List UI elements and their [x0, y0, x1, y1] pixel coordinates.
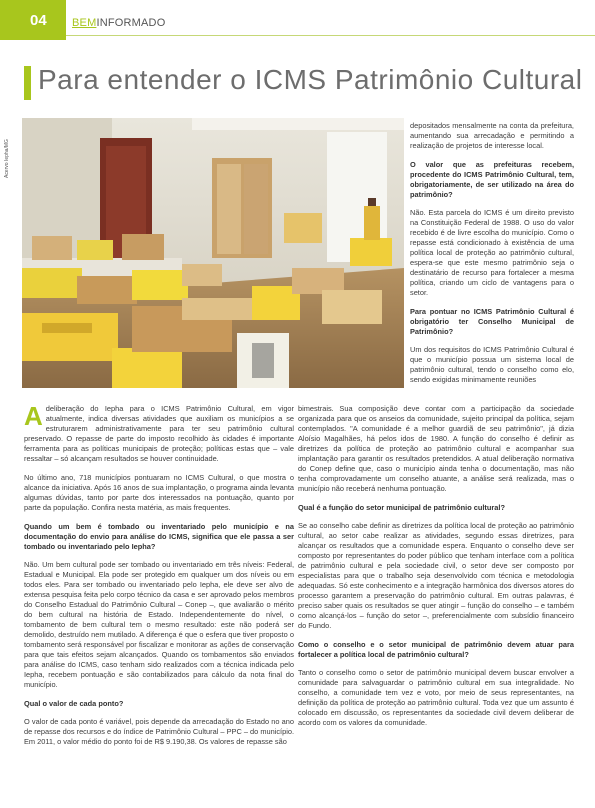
header-rule — [66, 35, 595, 36]
article-title: Para entender o ICMS Patrimônio Cultural — [38, 64, 583, 95]
article-column-wide — [298, 404, 574, 737]
article-paragraph: Não. Esta parcela do ICMS é um direito previsto na Constituição Federal de 1988. O uso do valor recebido é de livre escolha do município. Como o repasse está condicionado à existência de uma política local de proteção ao patrimônio cultural, espera-se que este mesmo patrimônio seja o destinatário de recurso para fortalecer a mesma política, criando um ciclo de vantagens para o setor. — [410, 208, 574, 297]
article-photo — [22, 118, 404, 388]
title-accent-bar — [24, 66, 31, 100]
drop-cap: A — [24, 401, 43, 431]
photo-credit-text: Acervo Iepha/MG — [4, 139, 10, 178]
article-lead-paragraph — [24, 401, 294, 464]
section-name-suffix: INFORMADO — [96, 17, 166, 29]
article-column-left — [24, 401, 294, 756]
article-question: Qual é a função do setor municipal de patrimônio cultural? — [298, 503, 505, 512]
article-paragraph: Um dos requisitos do ICMS Patrimônio Cultural é que o município possua um sistema local de patrimônio cultural, tendo o conselho como elo, sendo exigidas minimamente reuniões — [410, 345, 574, 384]
article-paragraph: bimestrais. Sua composição deve contar com a participação da sociedade organizada para que os anseios da comunidade, sujeito principal da política, sejam contemplados. "A comunidade é a melhor guardiã de seu patrimônio", já dizia Aloísio Magalhães, há pelos idos de 1980. A função do conselho é definir as diretrizes da política de proteção ao patrimônio cultural e acompanhar sua implantação para garantir os resultados pretendidos. A atual deliberação normativa do Conep define que, caso o município ainda tenha o documentação, mas não tenha comprovadamente um conselho atuante, a análise será realizada, mas o município não receberá nenhuma pontuação. — [298, 404, 574, 493]
page-number: 04 — [0, 0, 66, 40]
article-question: O valor que as prefeituras recebem, procedente do ICMS Patrimônio Cultural, tem, obrigatoriamente, de ser utilizado na área do patrimônio? — [410, 160, 574, 199]
photo-credit — [4, 118, 18, 178]
article-question: Para pontuar no ICMS Patrimônio Cultural é obrigatório ter Conselho Municipal de Patrimônio? — [410, 307, 574, 336]
section-name — [72, 17, 165, 29]
article-column-right-top — [410, 121, 574, 394]
article-paragraph: depositados mensalmente na conta da prefeitura, aumentando sua arrecadação e permitindo a realização de projetos de interesse local. — [410, 121, 574, 150]
article-paragraph: O valor de cada ponto é variável, pois depende da arrecadação do Estado no ano de repasse dos recursos e do índice de Patrimônio Cultural – PPC – do município. Em 2011, o valor médio do ponto foi de R$ 9.190,38. Os valores de repasse são — [24, 717, 294, 746]
article-question: Qual o valor de cada ponto? — [24, 699, 124, 708]
article-question: Quando um bem é tombado ou inventariado pelo município e na documentação do envio para análise do ICMS, significa que ele passa a ser tombado ou inventariado pelo Iepha? — [24, 522, 294, 551]
page-header — [0, 0, 595, 40]
article-paragraph: Tanto o conselho como o setor de patrimônio municipal devem buscar envolver a comunidade para salvaguardar o patrimônio cultural em sua integralidade. No conselho, a comunidade tem vez e voto, por meio de seus representantes, na definição da política de proteção ao patrimônio cultural. Toda vez que um assunto é colocado em discussão, os representantes da sociedade civil devem deliberar de acordo com os valores da comunidade. — [298, 668, 574, 727]
section-name-prefix: BEM — [72, 17, 97, 29]
lead-text: deliberação do Iepha para o ICMS Patrimônio Cultural, em vigor atualmente, indica diversas atividades que auxiliam os municípios a se estruturarem administrativamente para ter seu patrimônio cultural preservado. O repasse de parte do imposto recolhido às cidades é importante ferramenta para as políticas municipais de proteção; políticas estas que – vale ressaltar – só alcançam resultados se houver continuidade. — [24, 404, 294, 463]
article-paragraph: Não. Um bem cultural pode ser tombado ou inventariado em três níveis: Federal, Estadual e Municipal. Ela pode ser protegido em qualquer um dos níveis ou em todos eles. Para ser tombado ou inventariado pelo Iepha, ele deve ser alvo de extensa pesquisa feita pelo corpo técnico da casa e ser aprovado pelos membros do Conselho Estadual do Patrimônio Cultural – Conep –, que avaliarão o mérito do bem cultural na história de Estado. Independentemente do nível, o tombamento de bem cultural tem o mesmo resultado: este não poderá ser demolido, destruído nem mutilado. A diferença é que o esfera que tiver proposto o tombamento será responsável por fiscalizar e monitorar as ações de conservação para que tais efeitos sejam alcançados. Quando os tombamentos são enviados para análise do ICMS, caso tenham sido realizados com a técnica indicada pelo Iepha, recebem pontuação e são contabilizados para cálculo da nota final do município. — [24, 560, 294, 689]
article-paragraph: No último ano, 718 municípios pontuaram no ICMS Cultural, o que mostra o alcance da iniciativa. Após 16 anos de sua implantação, o programa ainda levanta algumas dúvidas, tanto por parte dos interessados na pontuação, quanto por parte da população. Confira nesta matéria, as mais frequentes. — [24, 473, 294, 512]
article-paragraph: Se ao conselho cabe definir as diretrizes da política local de proteção ao patrimônio cultural, ao setor cabe realizar as atividades, segundo essas diretrizes, para alcançar os resultados que a comunidade espera. Enquanto o conselho deve ser composto por representantes do poder público que tenham interface com a política de patrimônio cultural e pela sociedade civil, o setor deve ser composto por especialistas para que o trabalho seja desenvolvido com técnica e metodologia adequadas. Só este conhecimento e a integração harmônica dos diversos atores do processo garantem a preservação do patrimônio cultural. Em outras palavras, é preciso saber quais os resultados se quer atingir – função do conselho – e também como alcançá-los – função do setor –, preferencialmente com subsídio financeiro do Fundo. — [298, 521, 574, 630]
article-question: Como o conselho e o setor municipal de patrimônio devem atuar para fortalecer a política local de patrimônio cultural? — [298, 640, 574, 659]
